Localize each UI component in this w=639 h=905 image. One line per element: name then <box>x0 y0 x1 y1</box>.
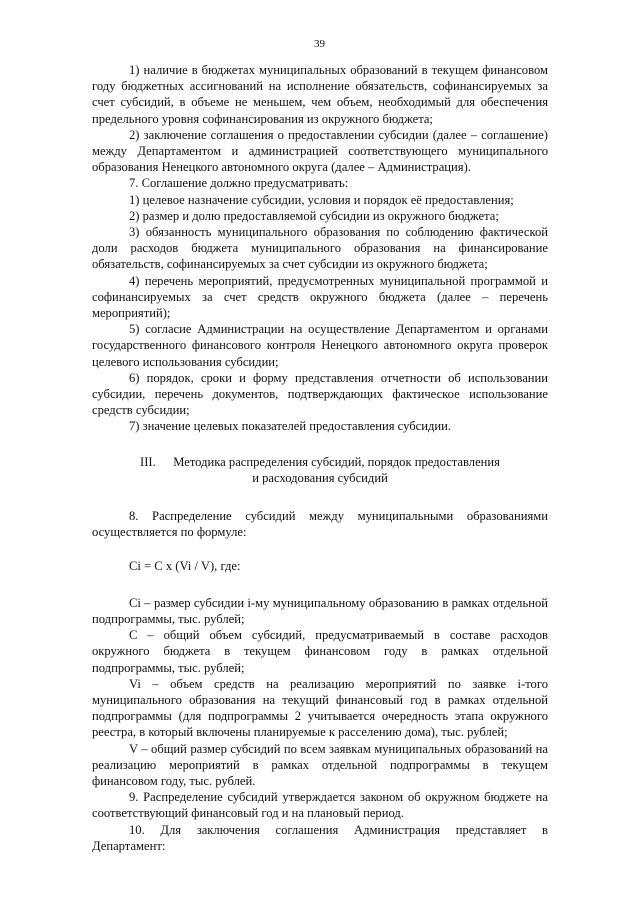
paragraph-7-item-4: 4) перечень мероприятий, предусмотренных муниципальной программой и софинансируемых за счет средств окружного бюджета (далее – перечень мероприятий); <box>92 273 548 321</box>
section-number: III. <box>140 454 156 469</box>
document-body <box>92 62 548 854</box>
definition-ci: Ci – размер субсидии i-му муниципальному образованию в рамках отдельной подпрограммы, тыс. рублей; <box>92 595 548 626</box>
paragraph-8: 8. Распределение субсидий между муниципальными образованиями осуществляется по формуле: <box>92 509 548 540</box>
paragraph-7-item-6: 6) порядок, сроки и форму представления отчетности об использовании субсидии, перечень документов, подтверждающих фактическое использование средств субсидии; <box>92 370 548 418</box>
paragraph-7-item-3: 3) обязанность муниципального образования по соблюдению фактической доли расходов бюджета муниципального образования на финансирование обязательств, софинансируемых за счет субсидии из окружного бюджета; <box>92 225 548 272</box>
section-title-line-2: и расходования субсидий <box>252 470 388 485</box>
paragraph-condition-2: 2) заключение соглашения о предоставлении субсидии (далее – соглашение) между Департаментом и администрацией соответствующего муниципального образования Ненецкого автономного округа (далее – Администрация). <box>92 127 548 175</box>
paragraph-7-item-7: 7) значение целевых показателей предоставления субсидии. <box>129 419 452 434</box>
distribution-formula: Ci = C x (Vi / V), где: <box>129 559 241 574</box>
page-number: 39 <box>314 38 325 50</box>
section-title-line-1: Методика распределения субсидий, порядок предоставления <box>173 454 500 469</box>
paragraph-7-intro: 7. Соглашение должно предусматривать: <box>129 176 349 191</box>
paragraph-10: 10. Для заключения соглашения Администрация представляет в Департамент: <box>92 822 548 853</box>
paragraph-condition-1: 1) наличие в бюджетах муниципальных образований в текущем финансовом году бюджетных ассигнований на исполнение обязательств, софинансируемых за счет субсидий, в объеме не меньшем, чем объем, необходимый для обеспечения предельного уровня софинансирования из окружного бюджета; <box>92 63 548 126</box>
paragraph-9: 9. Распределение субсидий утверждается законом об окружном бюджете на соответствующий финансовый год и на плановый период. <box>92 790 548 821</box>
definition-c: C – общий объем субсидий, предусматриваемый в составе расходов окружного бюджета в текущем финансовом году в рамках отдельной подпрограммы, тыс. рублей; <box>92 628 548 675</box>
paragraph-7-item-5: 5) согласие Администрации на осуществление Департаментом и органами государственного финансового контроля Ненецкого автономного округа проверок целевого использования субсидии; <box>92 322 548 369</box>
paragraph-7-item-2: 2) размер и долю предоставляемой субсидии из окружного бюджета; <box>129 208 499 223</box>
paragraph-7-item-1: 1) целевое назначение субсидии, условия и порядок её предоставления; <box>129 192 514 207</box>
section-heading <box>92 454 548 486</box>
definition-v: V – общий размер субсидий по всем заявкам муниципальных образований на реализацию мероприятий в рамках отдельной подпрограммы в текущем финансовом году, тыс. рублей. <box>92 741 548 788</box>
definition-vi: Vi – объем средств на реализацию мероприятий по заявке i-того муниципального образования на текущий финансовый год в рамках отдельной подпрограммы (для подпрограммы 2 учитывается очередность этапа окружного реестра, в который включены планируемые к расселению дома), тыс. рублей; <box>92 676 548 740</box>
